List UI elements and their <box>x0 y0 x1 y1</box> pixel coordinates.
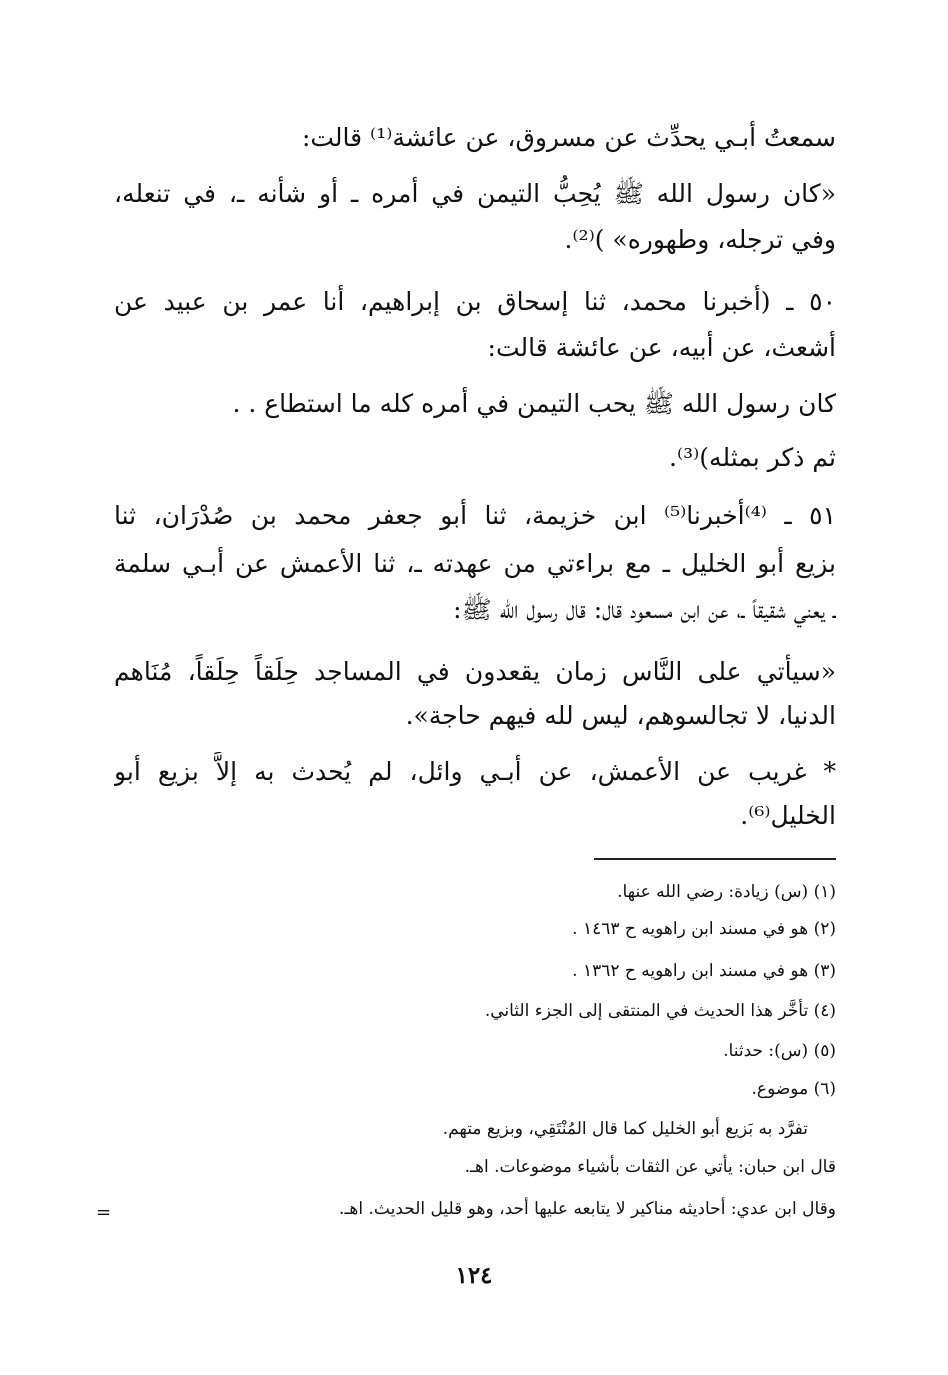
text-line-1: سمعتُ أبـي يحدِّث عن مسروق، عن عائشة⁽¹⁾ قالت: <box>301 123 836 152</box>
text-line-6: كان رسول الله ﷺ يحب التيمن في أمره كله ما استطاع . . <box>232 389 836 418</box>
text-line-11: «سيأتي على النَّاس زمان يقعدون في المساجد حِلَقاً حِلَقاً، مُنَاهم <box>114 657 836 686</box>
continuation-mark: = <box>96 1202 112 1223</box>
text-line-14: الخليل⁽⁶⁾. <box>740 801 836 830</box>
footnote-6: (٦) موضوع. <box>751 1079 836 1099</box>
footnote-5: (٥) (س): حدثنا. <box>723 1041 836 1061</box>
text-line-5: أشعث، عن أبيه، عن عائشة قالت: <box>487 333 836 362</box>
footnote-6-line-3: قال ابن حبان: يأتي عن الثقات بأشياء موضوعات. اهـ. <box>464 1157 836 1177</box>
footnote-6-line-4: وقال ابن عدي: أحاديثه مناكير لا يتابعه عليها أحد، وهو قليل الحديث. اهـ. <box>339 1199 836 1219</box>
text-line-12: الدنيا، لا تجالسوهم، ليس لله فيهم حاجة». <box>405 701 836 730</box>
text-line-8: ٥١ ـ ⁽⁴⁾أخبرنا⁽⁵⁾ ابن خزيمة، ثنا أبو جعفر محمد بن صُدْرَان، ثنا <box>114 501 836 530</box>
footnote-1: (١) (س) زيادة: رضي الله عنها. <box>617 882 836 902</box>
text-line-10: ـ يعني شقيقاً ـ، عن ابن مسعود قال: قال رسول الله ﷺ: <box>453 595 836 624</box>
footnote-3: (٣) هو في مسند ابن راهويه ح ١٣٦٢ . <box>572 961 836 981</box>
footnote-separator <box>594 858 836 860</box>
footnote-4: (٤) تأخَّر هذا الحديث في المنتقى إلى الجزء الثاني. <box>484 1001 836 1021</box>
footnote-2: (٢) هو في مسند ابن راهويه ح ١٤٦٣ . <box>572 919 836 939</box>
page-number: ١٢٤ <box>455 1262 493 1289</box>
text-line-4: ٥٠ ـ (أخبرنا محمد، ثنا إسحاق بن إبراهيم، أنا عمر بن عبيد عن <box>114 287 836 316</box>
text-line-3: وفي ترجله، وطهوره» )⁽²⁾. <box>564 225 836 254</box>
footnote-6-line-2: تفرَّد به بَزيع أبو الخليل كما قال المُنْتَقِي، وبزيع متهم. <box>442 1119 808 1139</box>
text-line-2: «كان رسول الله ﷺ يُحِبُّ التيمن في أمره ـ أو شأنه ـ، في تنعله، <box>114 179 836 208</box>
text-line-13: * غريب عن الأعمش، عن أبـي وائل، لم يُحدث به إلاَّ بزيع أبو <box>114 757 836 786</box>
text-line-9: بزيع أبو الخليل ـ مع براءتي من عهدته ـ، ثنا الأعمش عن أبـي سلمة <box>114 549 836 578</box>
text-line-7: ثم ذكر بمثله)⁽³⁾. <box>669 443 836 472</box>
